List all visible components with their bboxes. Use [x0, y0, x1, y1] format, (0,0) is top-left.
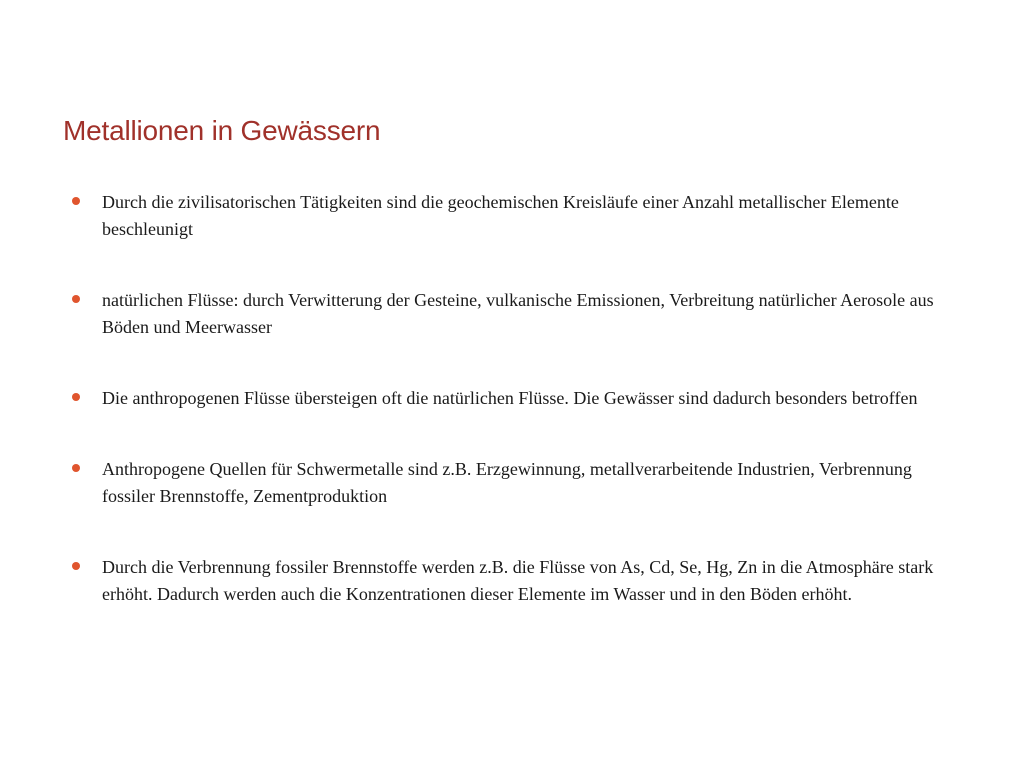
bullet-text: Anthropogene Quellen für Schwermetalle sind z.B. Erzgewinnung, metallverarbeitende Industrien, Verbrennung fossiler Brennstoffe, Zementproduktion	[102, 459, 912, 506]
bullet-dot-icon	[72, 393, 80, 401]
bullet-item	[72, 189, 962, 243]
bullet-text: Die anthropogenen Flüsse übersteigen oft die natürlichen Flüsse. Die Gewässer sind dadurch besonders betroffen	[102, 388, 918, 408]
bullet-text: Durch die zivilisatorischen Tätigkeiten sind die geochemischen Kreisläufe einer Anzahl metallischer Elemente beschleunigt	[102, 192, 899, 239]
bullet-text: natürlichen Flüsse: durch Verwitterung der Gesteine, vulkanische Emissionen, Verbreitung natürlicher Aerosole aus Böden und Meerwasser	[102, 290, 934, 337]
bullet-dot-icon	[72, 464, 80, 472]
slide-title: Metallionen in Gewässern	[63, 115, 381, 146]
bullet-item	[72, 287, 962, 341]
bullet-item	[72, 554, 962, 608]
bullet-dot-icon	[72, 295, 80, 303]
bullet-text: Durch die Verbrennung fossiler Brennstoffe werden z.B. die Flüsse von As, Cd, Se, Hg, Zn in die Atmosphäre stark erhöht. Dadurch werden auch die Konzentrationen dieser Elemente im Wasser und in den Böden erhöht.	[102, 557, 934, 604]
bullet-item	[72, 456, 962, 510]
bullet-dot-icon	[72, 562, 80, 570]
bullet-list	[72, 189, 962, 652]
bullet-dot-icon	[72, 197, 80, 205]
bullet-item	[72, 385, 962, 412]
